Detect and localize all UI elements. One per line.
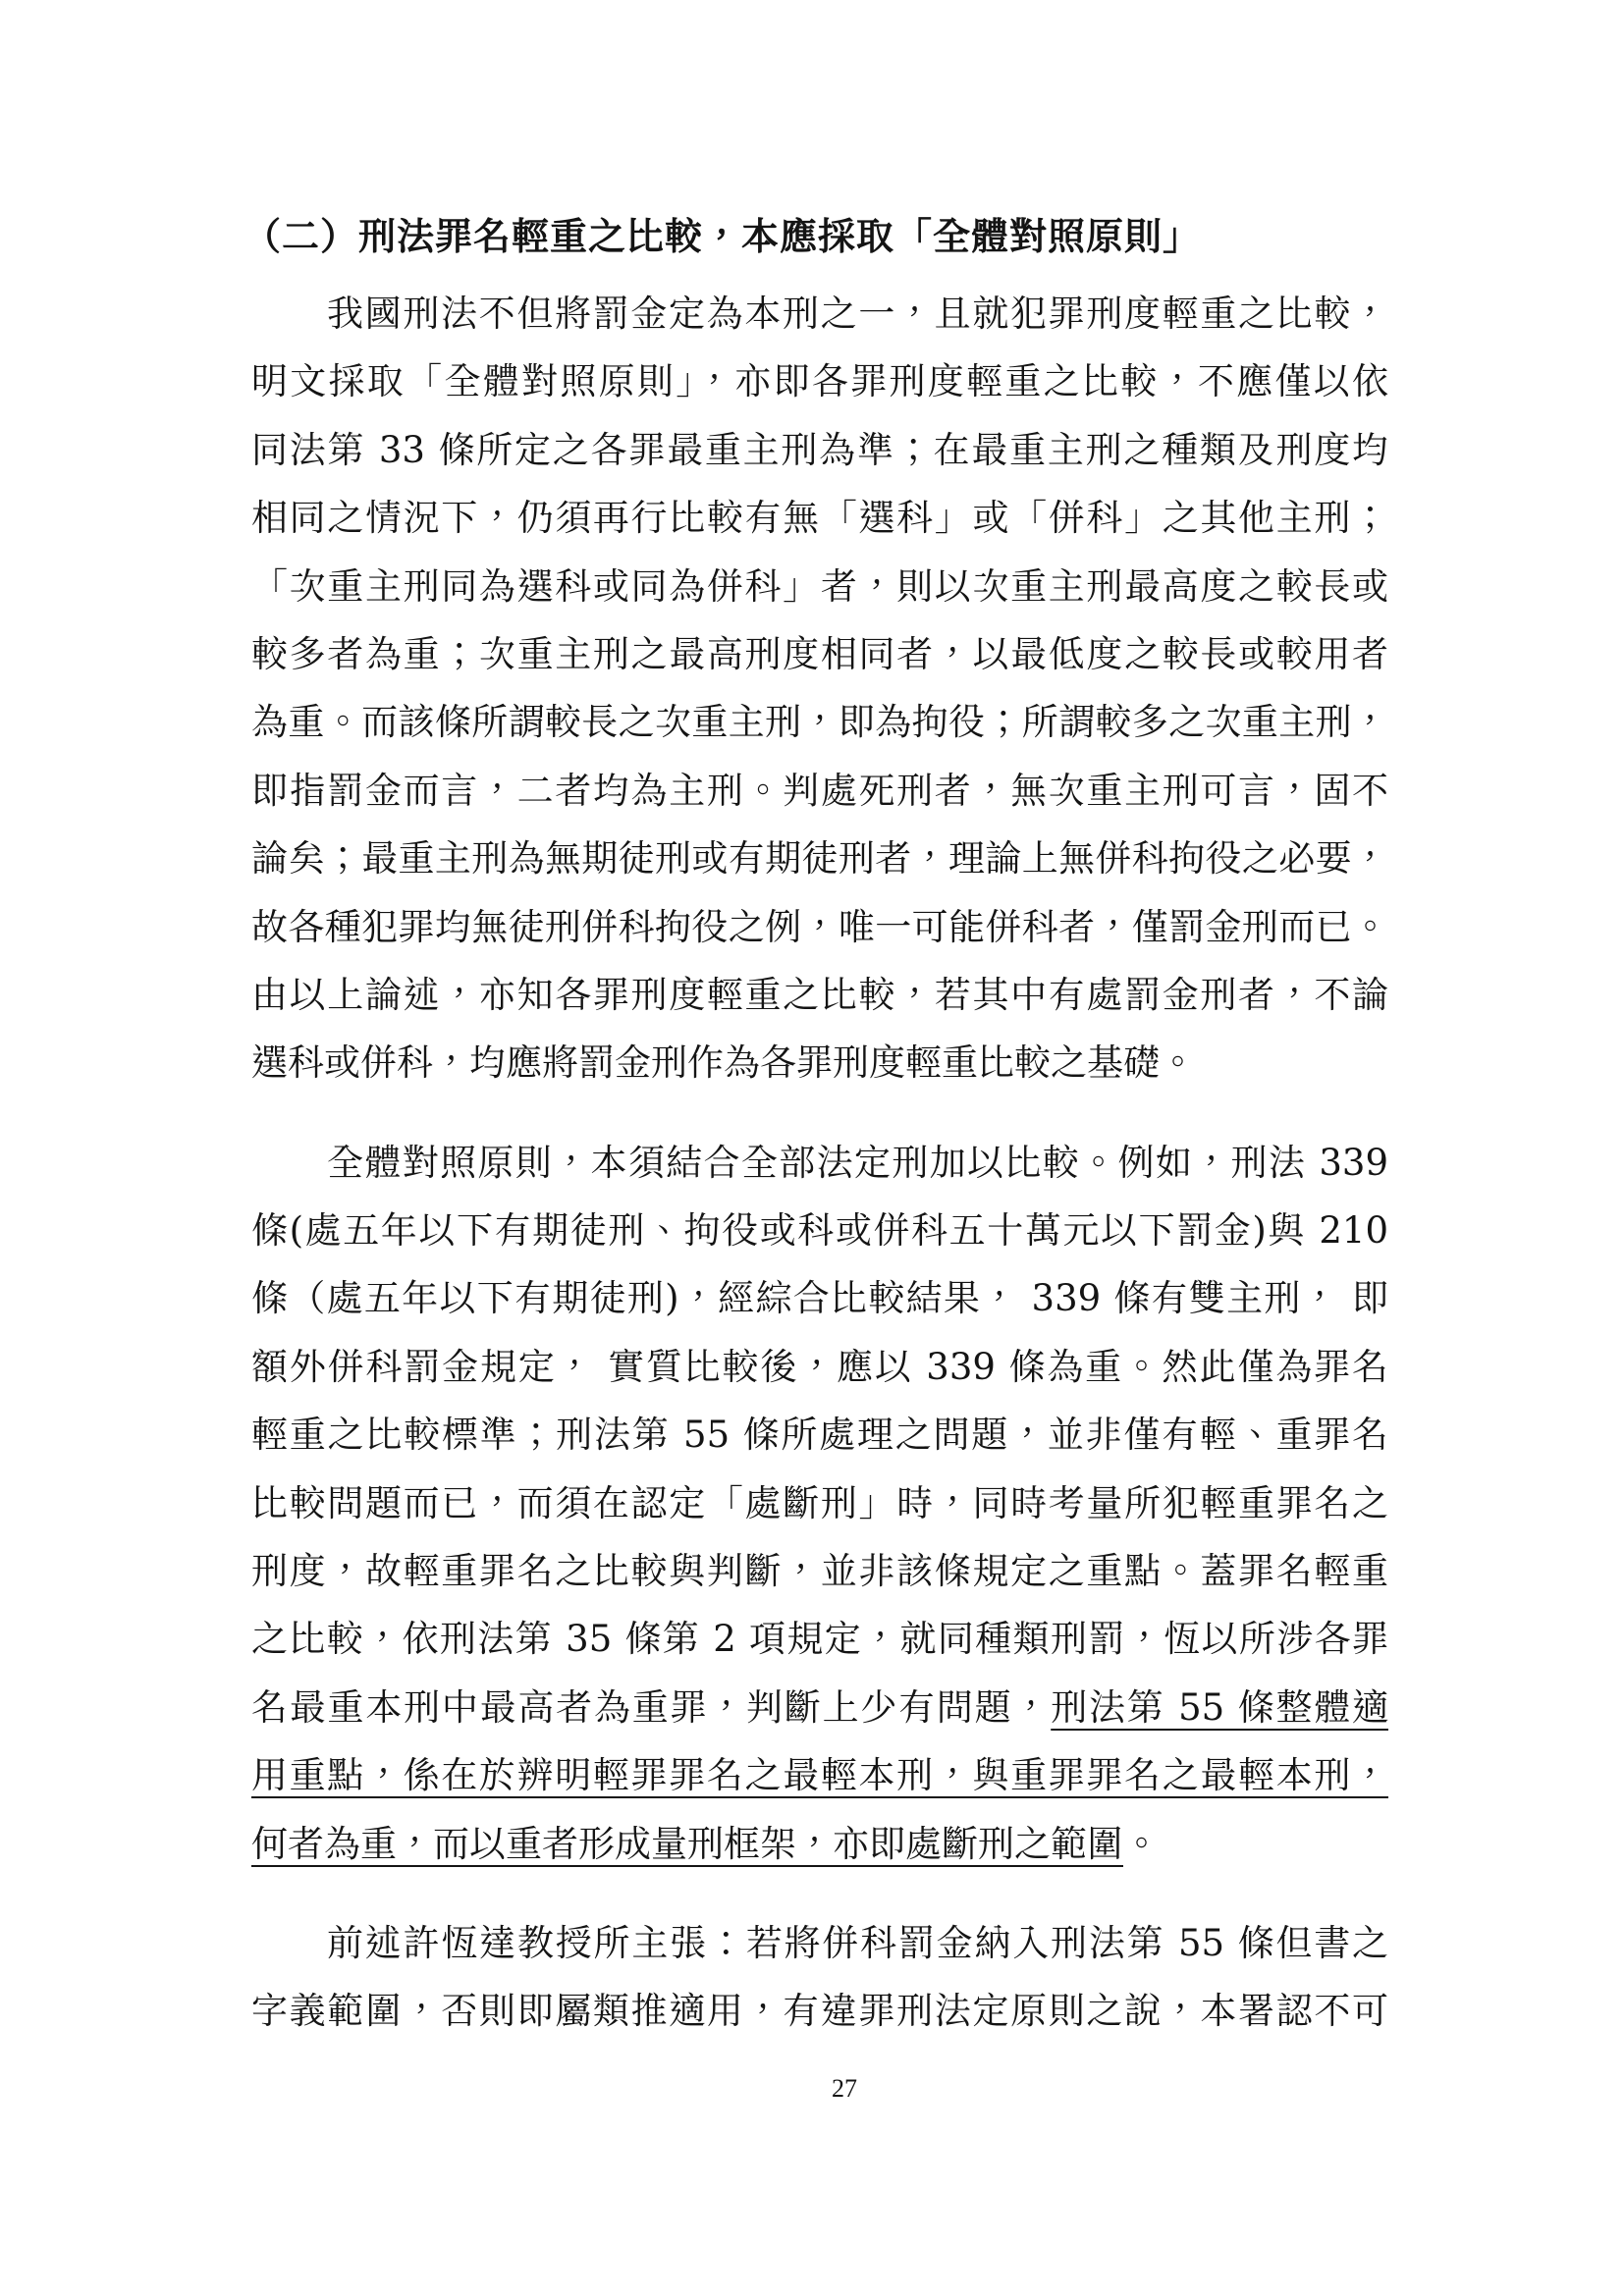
paragraph-2-line-2: 條(處五年以下有期徒刑、拘役或科或併科五十萬元以下罰金)與 210 (251, 1209, 1388, 1253)
underlined-text: 何者為重，而以重者形成量刑框架，亦即處斷刑之範圍 (251, 1822, 1123, 1865)
underlined-text: 刑法第 55 條整體適 (1051, 1685, 1388, 1729)
paragraph-2-line-7: 刑度，故輕重罪名之比較與判斷，並非該條規定之重點。蓋罪名輕重 (251, 1550, 1388, 1593)
paragraph-1 (251, 280, 1388, 1097)
paragraph-3-line-2: 字義範圍，否則即屬類推適用，有違罪刑法定原則之說，本署認不可 (251, 1990, 1388, 2033)
paragraph-2-line-4: 額外併科罰金規定， 實質比較後，應以 339 條為重。然此僅為罪名 (251, 1345, 1388, 1388)
paragraph-1-line-8: 即指罰金而言，二者均為主刑。判處死刑者，無次重主刑可言，固不 (251, 769, 1388, 812)
paragraph-1-line-9: 論矣；最重主刑為無期徒刑或有期徒刑者，理論上無併科拘役之必要， (251, 837, 1388, 881)
paragraph-2-line-5: 輕重之比較標準；刑法第 55 條所處理之問題，並非僅有輕、重罪名 (251, 1414, 1388, 1457)
paragraph-2-line-1: 全體對照原則，本須結合全部法定刑加以比較。例如，刑法 339 (327, 1141, 1388, 1184)
paragraph-1-line-5: 「次重主刑同為選科或同為併科」者，則以次重主刑最高度之較長或 (251, 564, 1388, 608)
paragraph-1-line-4: 相同之情況下，仍須再行比較有無「選科」或「併科」之其他主刑； (251, 497, 1388, 540)
page-number: 27 (832, 2074, 857, 2103)
paragraph-1-line-2: 明文採取「全體對照原則」，亦即各罪刑度輕重之比較，不應僅以依 (251, 360, 1388, 403)
paragraph-2-line-10 (251, 1741, 1388, 1809)
paragraph-2-line-8: 之比較，依刑法第 35 條第 2 項規定，就同種類刑罰，恆以所涉各罪 (251, 1618, 1388, 1661)
paragraph-1-line-7: 為重。而該條所謂較長之次重主刑，即為拘役；所謂較多之次重主刑， (251, 701, 1388, 744)
paragraph-1-line-10: 故各種犯罪均無徒刑併科拘役之例，唯一可能併科者，僅罰金刑而已。 (251, 905, 1388, 948)
paragraph-1-line-11: 由以上論述，亦知各罪刑度輕重之比較，若其中有處罰金刑者，不論 (251, 973, 1388, 1016)
paragraph-1-line-1: 我國刑法不但將罰金定為本刑之一，且就犯罪刑度輕重之比較， (327, 293, 1388, 335)
paragraph-2-line-6: 比較問題而已，而須在認定「處斷刑」時，同時考量所犯輕重罪名之 (251, 1481, 1388, 1524)
paragraph-1-line-6: 較多者為重；次重主刑之最高刑度相同者，以最低度之較長或較用者 (251, 632, 1388, 675)
paragraph-2-line-9-text: 名最重本刑中最高者為重罪，判斷上少有問題， (251, 1685, 1052, 1729)
section-heading: （二）刑法罪名輕重之比較，本應採取「全體對照原則」 (244, 214, 1202, 258)
paragraph-2 (251, 1129, 1388, 1878)
paragraph-2-line-9 (251, 1674, 1388, 1741)
paragraph-1-line-3: 同法第 33 條所定之各罪最重主刑為準；在最重主刑之種類及刑度均 (251, 428, 1388, 471)
paragraph-2-line-11 (251, 1810, 1388, 1878)
paragraph-2-line-3: 條（處五年以下有期徒刑)，經綜合比較結果， 339 條有雙主刑， 即 (251, 1277, 1388, 1320)
paragraph-1-line-12: 選科或併科，均應將罰金刑作為各罪刑度輕重比較之基礎。 (251, 1041, 1196, 1085)
paragraph-3-line-1: 前述許恆達教授所主張：若將併科罰金納入刑法第 55 條但書之 (327, 1921, 1388, 1964)
paragraph-2-line-11-period: 。 (1123, 1822, 1160, 1865)
underlined-text: 用重點，係在於辨明輕罪罪名之最輕本刑，與重罪罪名之最輕本刑， (251, 1754, 1388, 1797)
paragraph-3 (251, 1909, 1388, 2046)
body-text (251, 280, 1388, 2046)
